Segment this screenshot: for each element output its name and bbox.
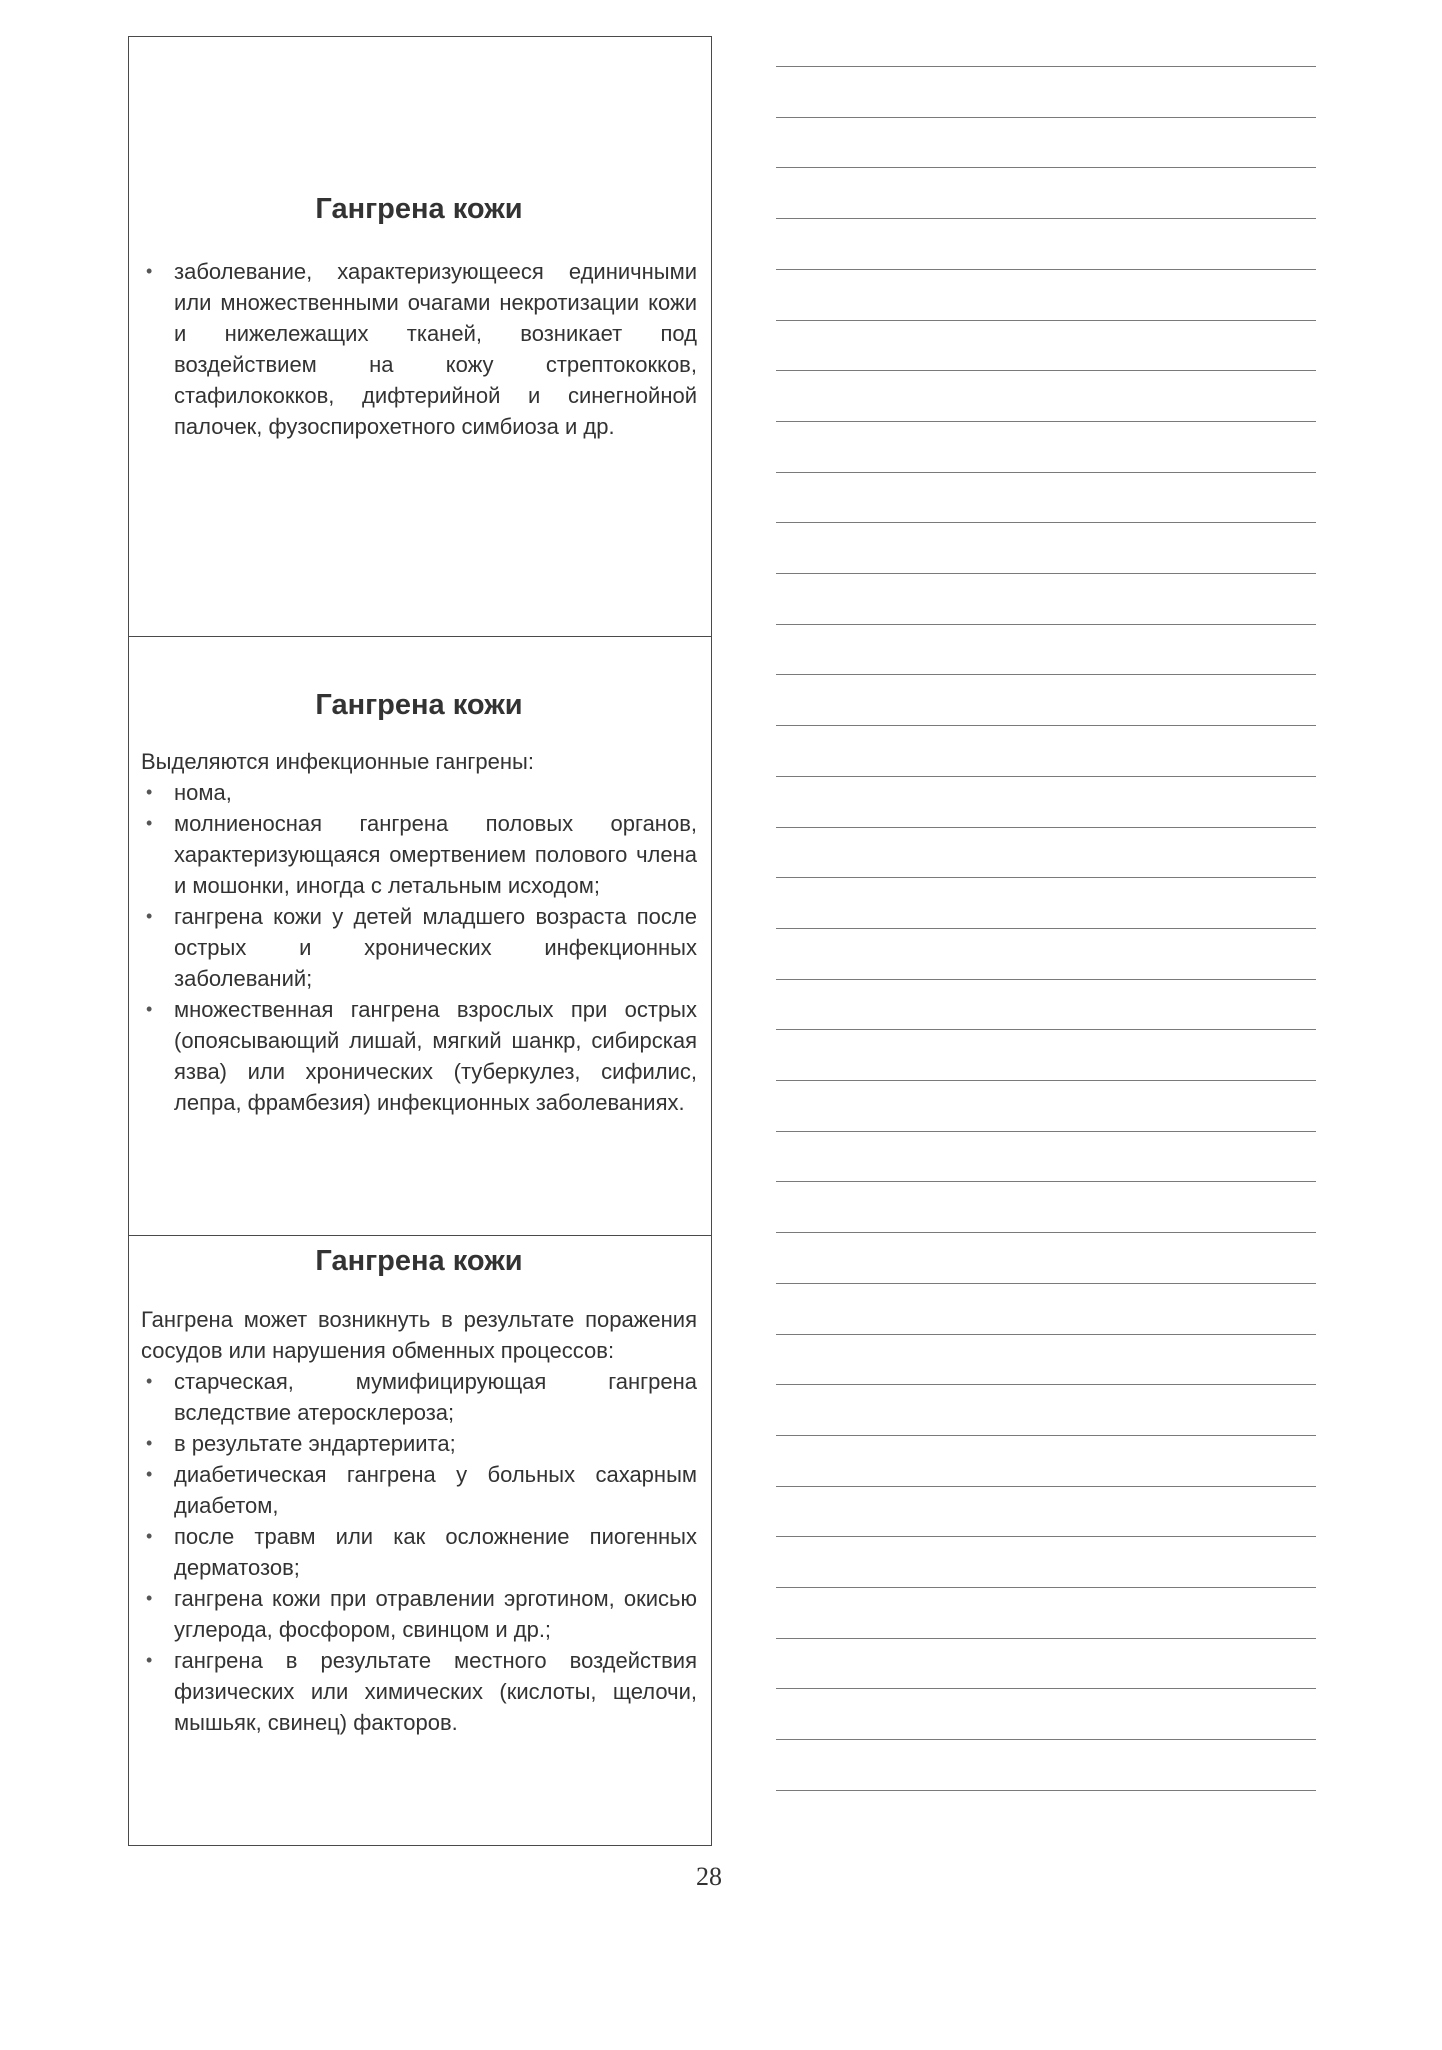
card-1-title: Гангрена кожи	[315, 193, 523, 225]
bullet-icon: •	[146, 906, 153, 926]
note-line	[776, 979, 1316, 980]
note-line	[776, 573, 1316, 574]
bullet-icon: •	[146, 1526, 153, 1546]
note-line	[776, 725, 1316, 726]
note-line	[776, 66, 1316, 67]
bullet-icon: •	[146, 813, 153, 833]
card-3	[129, 1245, 711, 1738]
card-3-bullet-list	[141, 1366, 697, 1738]
note-line	[776, 1131, 1316, 1132]
bullet-icon: •	[146, 1650, 153, 1670]
bullet-icon: •	[146, 1588, 153, 1608]
bullet-icon: •	[146, 1464, 153, 1484]
note-line	[776, 167, 1316, 168]
note-line	[776, 674, 1316, 675]
bullet-icon: •	[146, 261, 153, 281]
note-line	[776, 472, 1316, 473]
card-1-bullet-list	[141, 256, 697, 442]
bullet-icon: •	[146, 1371, 153, 1391]
list-item: • гангрена в результате местного воздействия физических или химических (кислоты, щелочи, мышьяк, свинец) факторов.	[141, 1645, 697, 1738]
note-line	[776, 1587, 1316, 1588]
bullet-icon: •	[146, 782, 153, 802]
note-lines	[776, 0, 1316, 1850]
note-line	[776, 320, 1316, 321]
note-line	[776, 827, 1316, 828]
note-line	[776, 776, 1316, 777]
note-line	[776, 877, 1316, 878]
card-2-intro: Выделяются инфекционные гангрены:	[141, 749, 534, 774]
note-line	[776, 117, 1316, 118]
note-line	[776, 421, 1316, 422]
note-line	[776, 1790, 1316, 1791]
note-line	[776, 1739, 1316, 1740]
note-line	[776, 370, 1316, 371]
list-item: • заболевание, характеризующееся единичными или множественными очагами некротизации кожи и нижележащих тканей, возникает под воздействием на кожу стрептококков, стафилококков, дифтерийной и синегнойной палочек, фузоспирохетного симбиоза и др.	[141, 256, 697, 442]
note-line	[776, 1688, 1316, 1689]
card-divider	[129, 1235, 711, 1236]
note-line	[776, 1435, 1316, 1436]
card-2-title: Гангрена кожи	[315, 689, 523, 721]
note-line	[776, 1080, 1316, 1081]
note-line	[776, 1181, 1316, 1182]
note-line	[776, 1384, 1316, 1385]
note-line	[776, 1029, 1316, 1030]
note-line	[776, 1334, 1316, 1335]
note-line	[776, 624, 1316, 625]
list-item: • нома,	[141, 777, 697, 808]
note-line	[776, 1486, 1316, 1487]
card-1	[129, 193, 711, 442]
note-line	[776, 522, 1316, 523]
card-2	[129, 689, 711, 1118]
page-number: 28	[696, 1862, 722, 1891]
note-line	[776, 218, 1316, 219]
card-divider	[129, 636, 711, 637]
note-line	[776, 1638, 1316, 1639]
note-line	[776, 1232, 1316, 1233]
list-item: • гангрена кожи при отравлении эрготином, окисью углерода, фосфором, свинцом и др.;	[141, 1583, 697, 1645]
list-item: • старческая, мумифицирующая гангрена вследствие атеросклероза;	[141, 1366, 697, 1428]
card-3-title: Гангрена кожи	[315, 1245, 523, 1277]
note-line	[776, 1283, 1316, 1284]
card-2-bullet-list	[141, 777, 697, 1118]
card-3-intro: Гангрена может возникнуть в результате поражения сосудов или нарушения обменных процессов:	[141, 1307, 697, 1363]
note-line	[776, 928, 1316, 929]
list-item: • гангрена кожи у детей младшего возраста после острых и хронических инфекционных заболеваний;	[141, 901, 697, 994]
list-item: • молниеносная гангрена половых органов, характеризующаяся омертвением полового члена и мошонки, иногда с летальным исходом;	[141, 808, 697, 901]
note-line	[776, 269, 1316, 270]
list-item: • после травм или как осложнение пиогенных дерматозов;	[141, 1521, 697, 1583]
list-item: • диабетическая гангрена у больных сахарным диабетом,	[141, 1459, 697, 1521]
bullet-icon: •	[146, 999, 153, 1019]
bullet-icon: •	[146, 1433, 153, 1453]
list-item: • в результате эндартериита;	[141, 1428, 697, 1459]
slides-frame	[128, 36, 712, 1846]
note-line	[776, 1536, 1316, 1537]
list-item: • множественная гангрена взрослых при острых (опоясывающий лишай, мягкий шанкр, сибирская язва) или хронических (туберкулез, сифилис, лепра, фрамбезия) инфекционных заболеваниях.	[141, 994, 697, 1118]
